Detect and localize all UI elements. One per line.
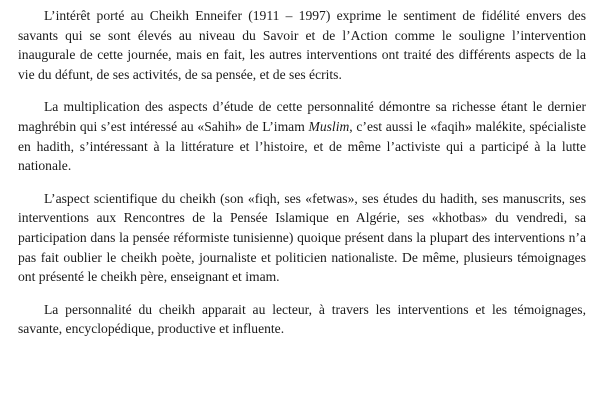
paragraph-4: La personnalité du cheikh apparait au lecteur, à travers les interventions et les témoignages, savante, encyclopédique, productive et influente. — [18, 301, 586, 337]
paragraph-2 — [18, 97, 586, 175]
paragraph-1: L’intérêt porté au Cheikh Enneifer (1911 – 1997) exprime le sentiment de fidélité envers des savants qui se sont élevés au niveau du Savoir et de l’Action comme le souligne l’intervention inaugurale de cette journée, mais en fait, les autres interventions ont traité des différents aspects de la vie du défunt, de ses activités, de sa pensée, et de ses écrits. — [18, 8, 586, 82]
paragraph-3: L’aspect scientifique du cheikh (son «fiqh, ses «fetwas», ses études du hadith, ses manuscrits, ses interventions aux Rencontres de la Pensée Islamique en Algérie, ses «khotbas» du vendredi, sa participation dans la pensée réformiste tunisienne) quoique présent dans la plupart des interventions n’a pas fait oublier le cheikh poète, journaliste et politicien nationaliste. De même, plusieurs témoignages ont présenté le cheikh père, enseignant et imam. — [18, 190, 586, 285]
paragraph-2-emphasis: Muslim — [308, 118, 350, 134]
paragraph-2-text-after: , c’est aussi le «faqih» malékite, spécialiste en hadith, s’intéressant à la littérature et l’histoire, et de même l’activiste qui a participé à la lutte nationale. — [18, 118, 586, 174]
paragraph-2-text-before: La multiplication des aspects d’étude de cette personnalité démontre sa richesse étant le dernier maghrébin qui s’est intéressé au «Sahih» de L’imam — [18, 99, 586, 134]
